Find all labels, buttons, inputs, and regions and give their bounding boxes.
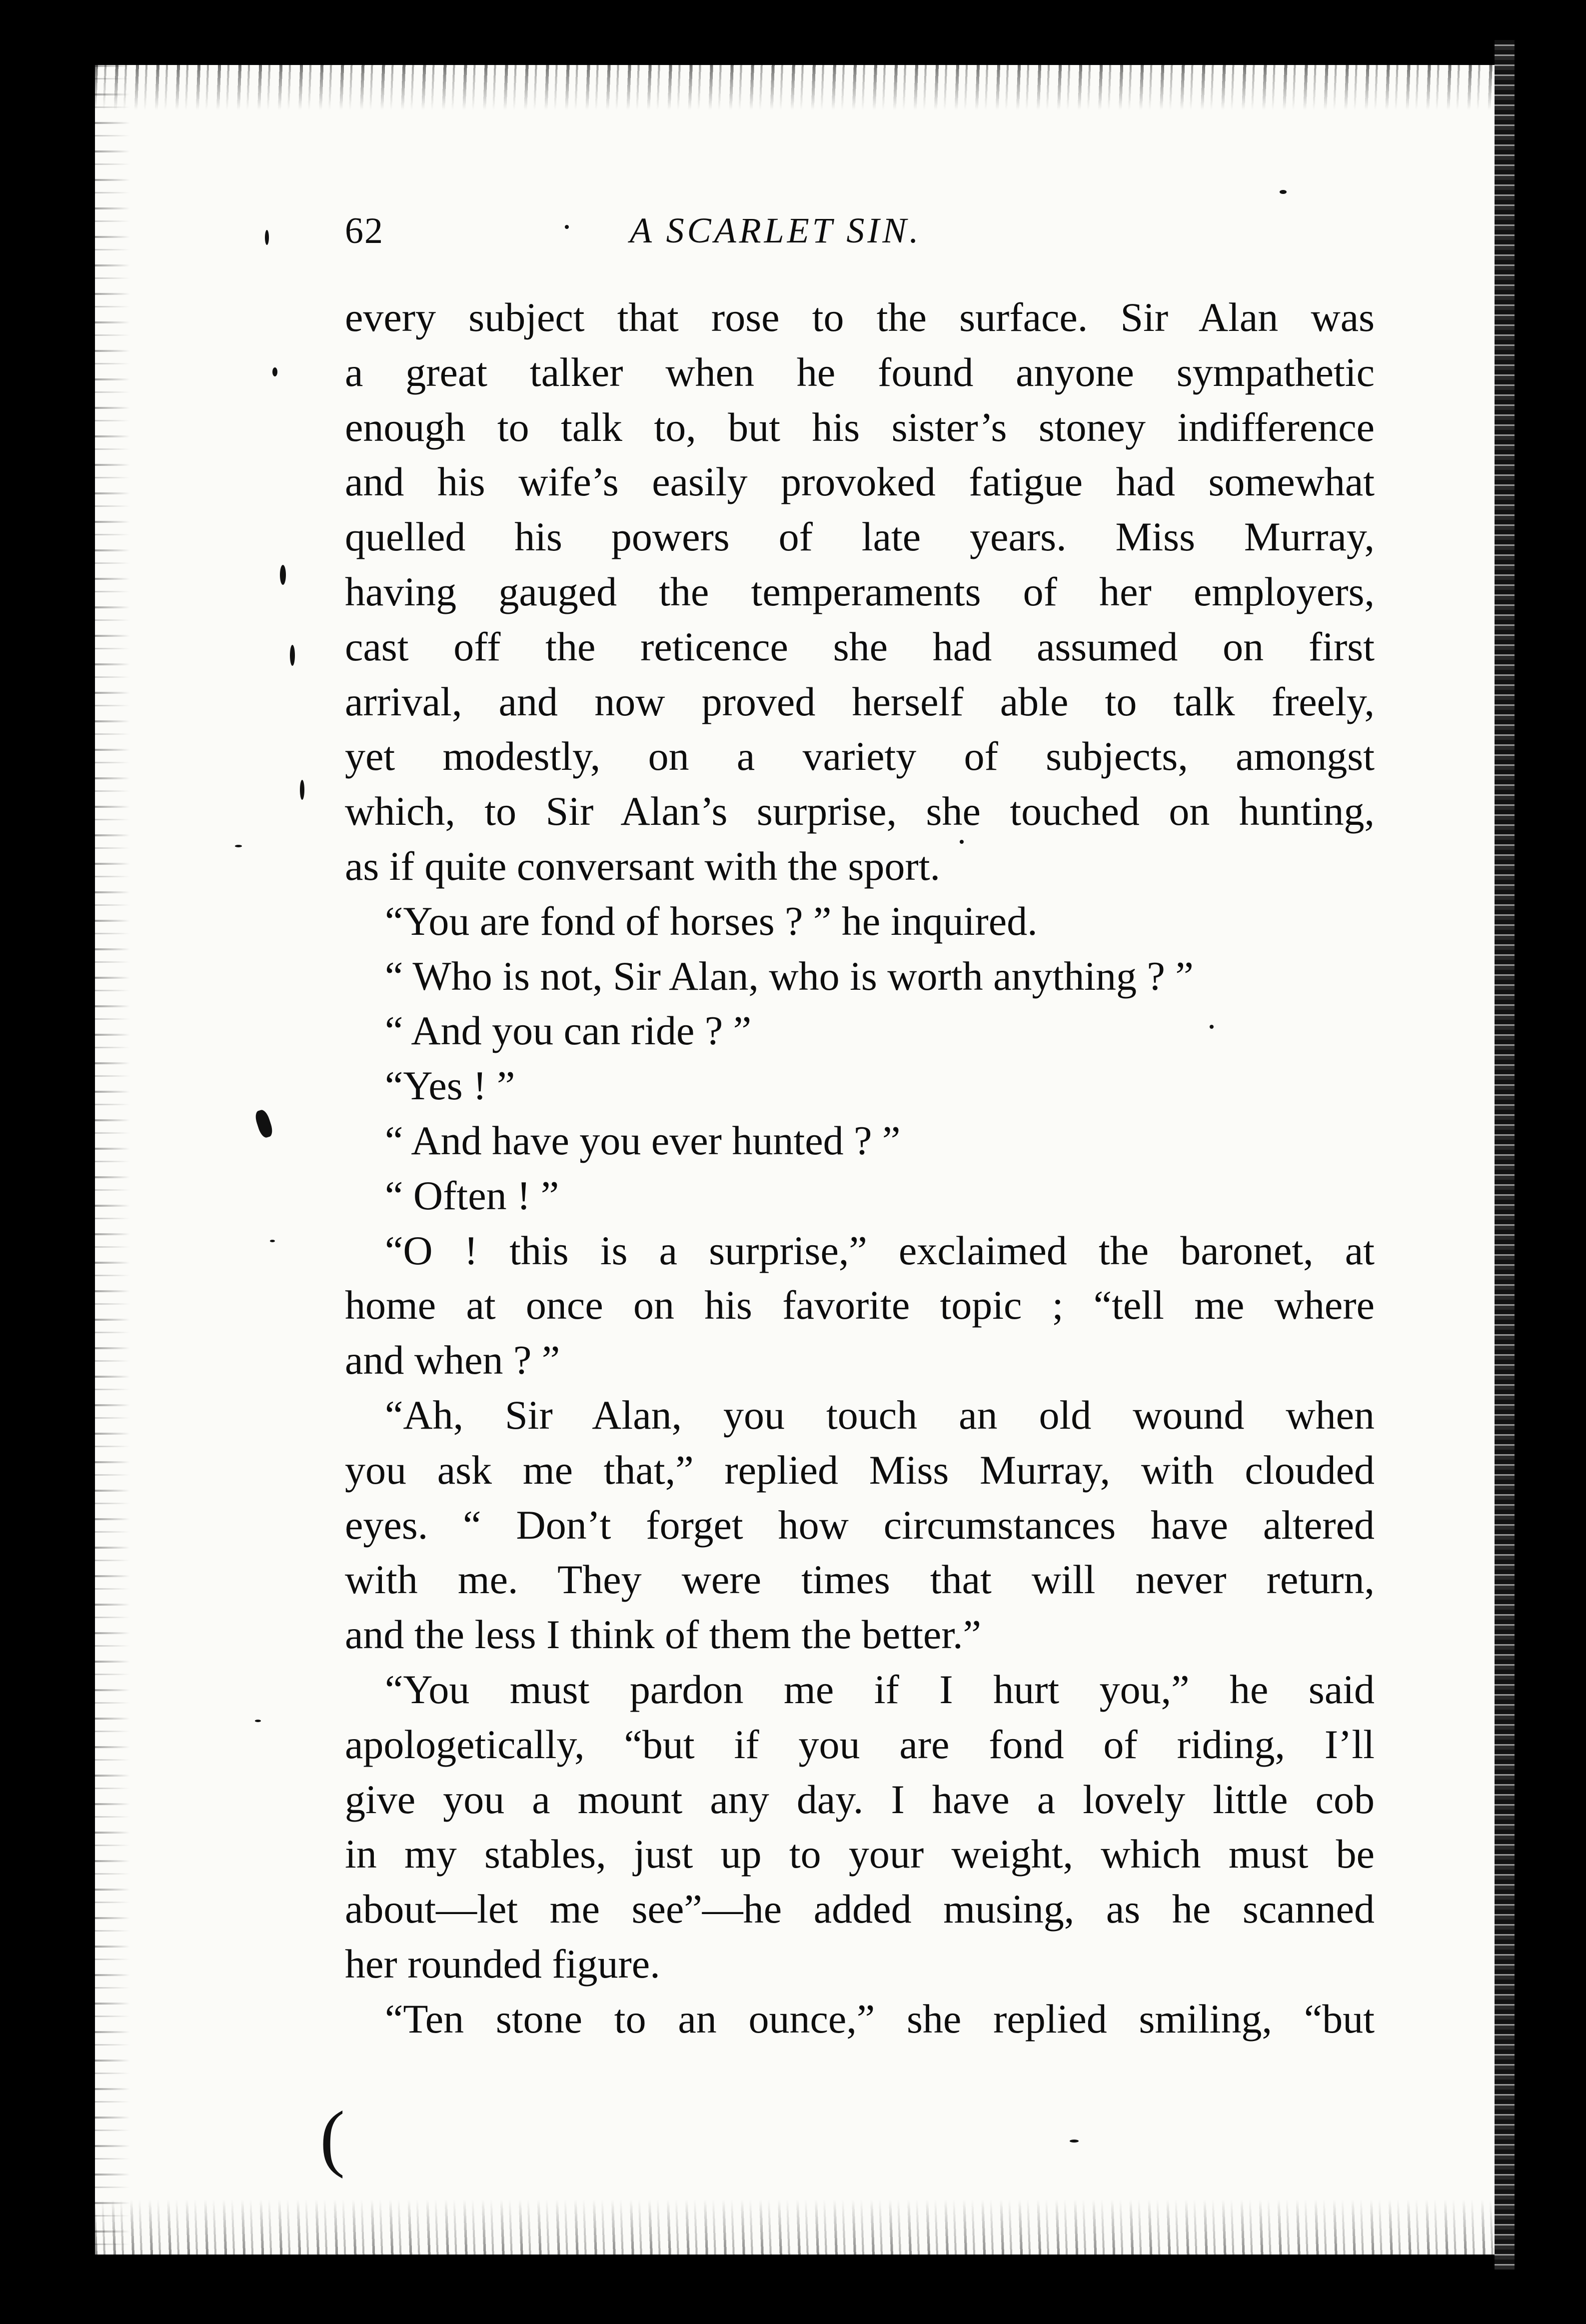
text-line: you ask me that,” replied Miss Murray, with clouded <box>345 1447 1375 1493</box>
text-line: “Ten stone to an ounce,” she replied smiling, “but <box>385 1996 1375 2042</box>
ink-speck <box>235 845 242 847</box>
margin-bracket-mark: ( <box>320 2096 345 2179</box>
text-line: having gauged the temperaments of her employers, <box>345 568 1375 614</box>
text-line: “ Often ! ” <box>385 1172 559 1218</box>
text-line: and the less I think of them the better.” <box>345 1612 981 1658</box>
page-top-edge-noise <box>95 65 1495 110</box>
text-line: “ Who is not, Sir Alan, who is worth anything ? ” <box>385 953 1194 999</box>
body-text <box>345 290 1375 2047</box>
text-line: with me. They were times that will never return, <box>345 1557 1375 1603</box>
text-line: home at once on his favorite topic ; “tell me where <box>345 1282 1375 1328</box>
text-line: about—let me see”—he added musing, as he scanned <box>345 1886 1375 1932</box>
text-line: “Ah, Sir Alan, you touch an old wound when <box>385 1392 1375 1438</box>
text-line: apologetically, “but if you are fond of riding, I’ll <box>345 1721 1375 1767</box>
ink-speck <box>300 780 304 800</box>
text-line: “ And have you ever hunted ? ” <box>385 1117 901 1163</box>
text-line: a great talker when he found anyone sympathetic <box>345 349 1375 395</box>
running-head-title: A SCARLET SIN. <box>630 210 922 250</box>
text-line: enough to talk to, but his sister’s stoney indifference <box>345 404 1375 450</box>
ink-speck <box>270 1240 275 1242</box>
page-bottom-edge-noise <box>95 2200 1495 2255</box>
text-line: in my stables, just up to your weight, which must be <box>345 1831 1375 1877</box>
ink-speck <box>1280 190 1287 194</box>
text-line: “Yes ! ” <box>385 1063 515 1109</box>
ink-speck <box>280 565 286 585</box>
text-line: eyes. “ Don’t forget how circumstances have altered <box>345 1502 1375 1548</box>
page-left-edge-noise <box>95 65 130 2255</box>
text-line: cast off the reticence she had assumed on first <box>345 623 1375 669</box>
text-line: and when ? ” <box>345 1337 560 1383</box>
text-line: her rounded figure. <box>345 1941 660 1987</box>
text-line: yet modestly, on a variety of subjects, amongst <box>345 733 1375 779</box>
text-line: “You are fond of horses ? ” he inquired. <box>385 898 1038 944</box>
text-line: give you a mount any day. I have a lovely little cob <box>345 1776 1375 1822</box>
text-line: “ And you can ride ? ” <box>385 1008 752 1054</box>
ink-speck <box>255 1720 261 1722</box>
ink-speck <box>272 367 277 376</box>
ink-speck <box>265 230 269 245</box>
text-line: as if quite conversant with the sport. <box>345 843 941 889</box>
text-line: arrival, and now proved herself able to talk freely, <box>345 678 1375 724</box>
text-line: quelled his powers of late years. Miss Murray, <box>345 514 1375 560</box>
text-line: and his wife’s easily provoked fatigue had somewhat <box>345 459 1375 505</box>
text-line: “You must pardon me if I hurt you,” he said <box>385 1666 1375 1712</box>
text-line: “O ! this is a surprise,” exclaimed the baronet, at <box>385 1227 1375 1273</box>
page-header <box>345 210 1370 265</box>
text-line: every subject that rose to the surface. Sir Alan was <box>345 294 1375 340</box>
page-number: 62 <box>345 210 384 251</box>
text-line: which, to Sir Alan’s surprise, she touched on hunting, <box>345 788 1375 834</box>
ink-speck <box>1070 2140 1079 2143</box>
ink-speck <box>290 645 295 666</box>
page-right-edge-binding <box>1495 40 1515 2270</box>
